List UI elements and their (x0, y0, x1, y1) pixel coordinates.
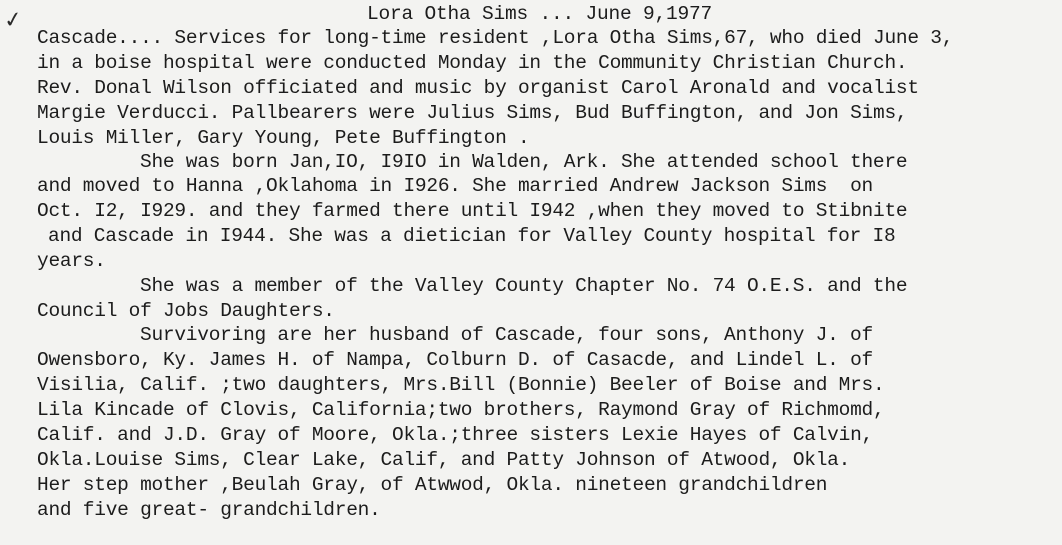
text-line: and moved to Hanna ,Oklahoma in I926. She married Andrew Jackson Sims on (37, 175, 873, 197)
text-line: Okla.Louise Sims, Clear Lake, Calif, and Patty Johnson of Atwood, Okla. (37, 449, 851, 471)
text-line: years. (37, 250, 106, 272)
text-line: Oct. I2, I929. and they farmed there until I942 ,when they moved to Stibnite (37, 200, 908, 222)
text-line: and Cascade in I944. She was a dietician for Valley County hospital for I8 (48, 225, 896, 247)
text-line: and five great- grandchildren. (37, 499, 381, 521)
text-line: Survivoring are her husband of Cascade, four sons, Anthony J. of (140, 324, 873, 346)
text-line: Owensboro, Ky. James H. of Nampa, Colburn D. of Casacde, and Lindel L. of (37, 349, 873, 371)
text-line: Council of Jobs Daughters. (37, 300, 335, 322)
document-title: Lora Otha Sims ... June 9,1977 (367, 3, 713, 25)
checkmark-icon: ✓ (2, 6, 25, 35)
text-line: She was born Jan,IO, I9IO in Walden, Ark. She attended school there (140, 151, 908, 173)
text-line: Lila Kincade of Clovis, California;two brothers, Raymond Gray of Richmomd, (37, 399, 885, 421)
text-line: Her step mother ,Beulah Gray, of Atwwod, Okla. nineteen grandchildren (37, 474, 828, 496)
text-line: Cascade.... Services for long-time resident ,Lora Otha Sims,67, who died June 3, (37, 27, 954, 49)
text-line: in a boise hospital were conducted Monday in the Community Christian Church. (37, 52, 908, 74)
text-line: Margie Verducci. Pallbearers were Julius Sims, Bud Buffington, and Jon Sims, (37, 102, 908, 124)
text-line: Calif. and J.D. Gray of Moore, Okla.;three sisters Lexie Hayes of Calvin, (37, 424, 873, 446)
text-line: She was a member of the Valley County Chapter No. 74 O.E.S. and the (140, 275, 908, 297)
text-line: Visilia, Calif. ;two daughters, Mrs.Bill (Bonnie) Beeler of Boise and Mrs. (37, 374, 885, 396)
text-line: Louis Miller, Gary Young, Pete Buffington . (37, 127, 530, 149)
text-line: Rev. Donal Wilson officiated and music by organist Carol Aronald and vocalist (37, 77, 919, 99)
